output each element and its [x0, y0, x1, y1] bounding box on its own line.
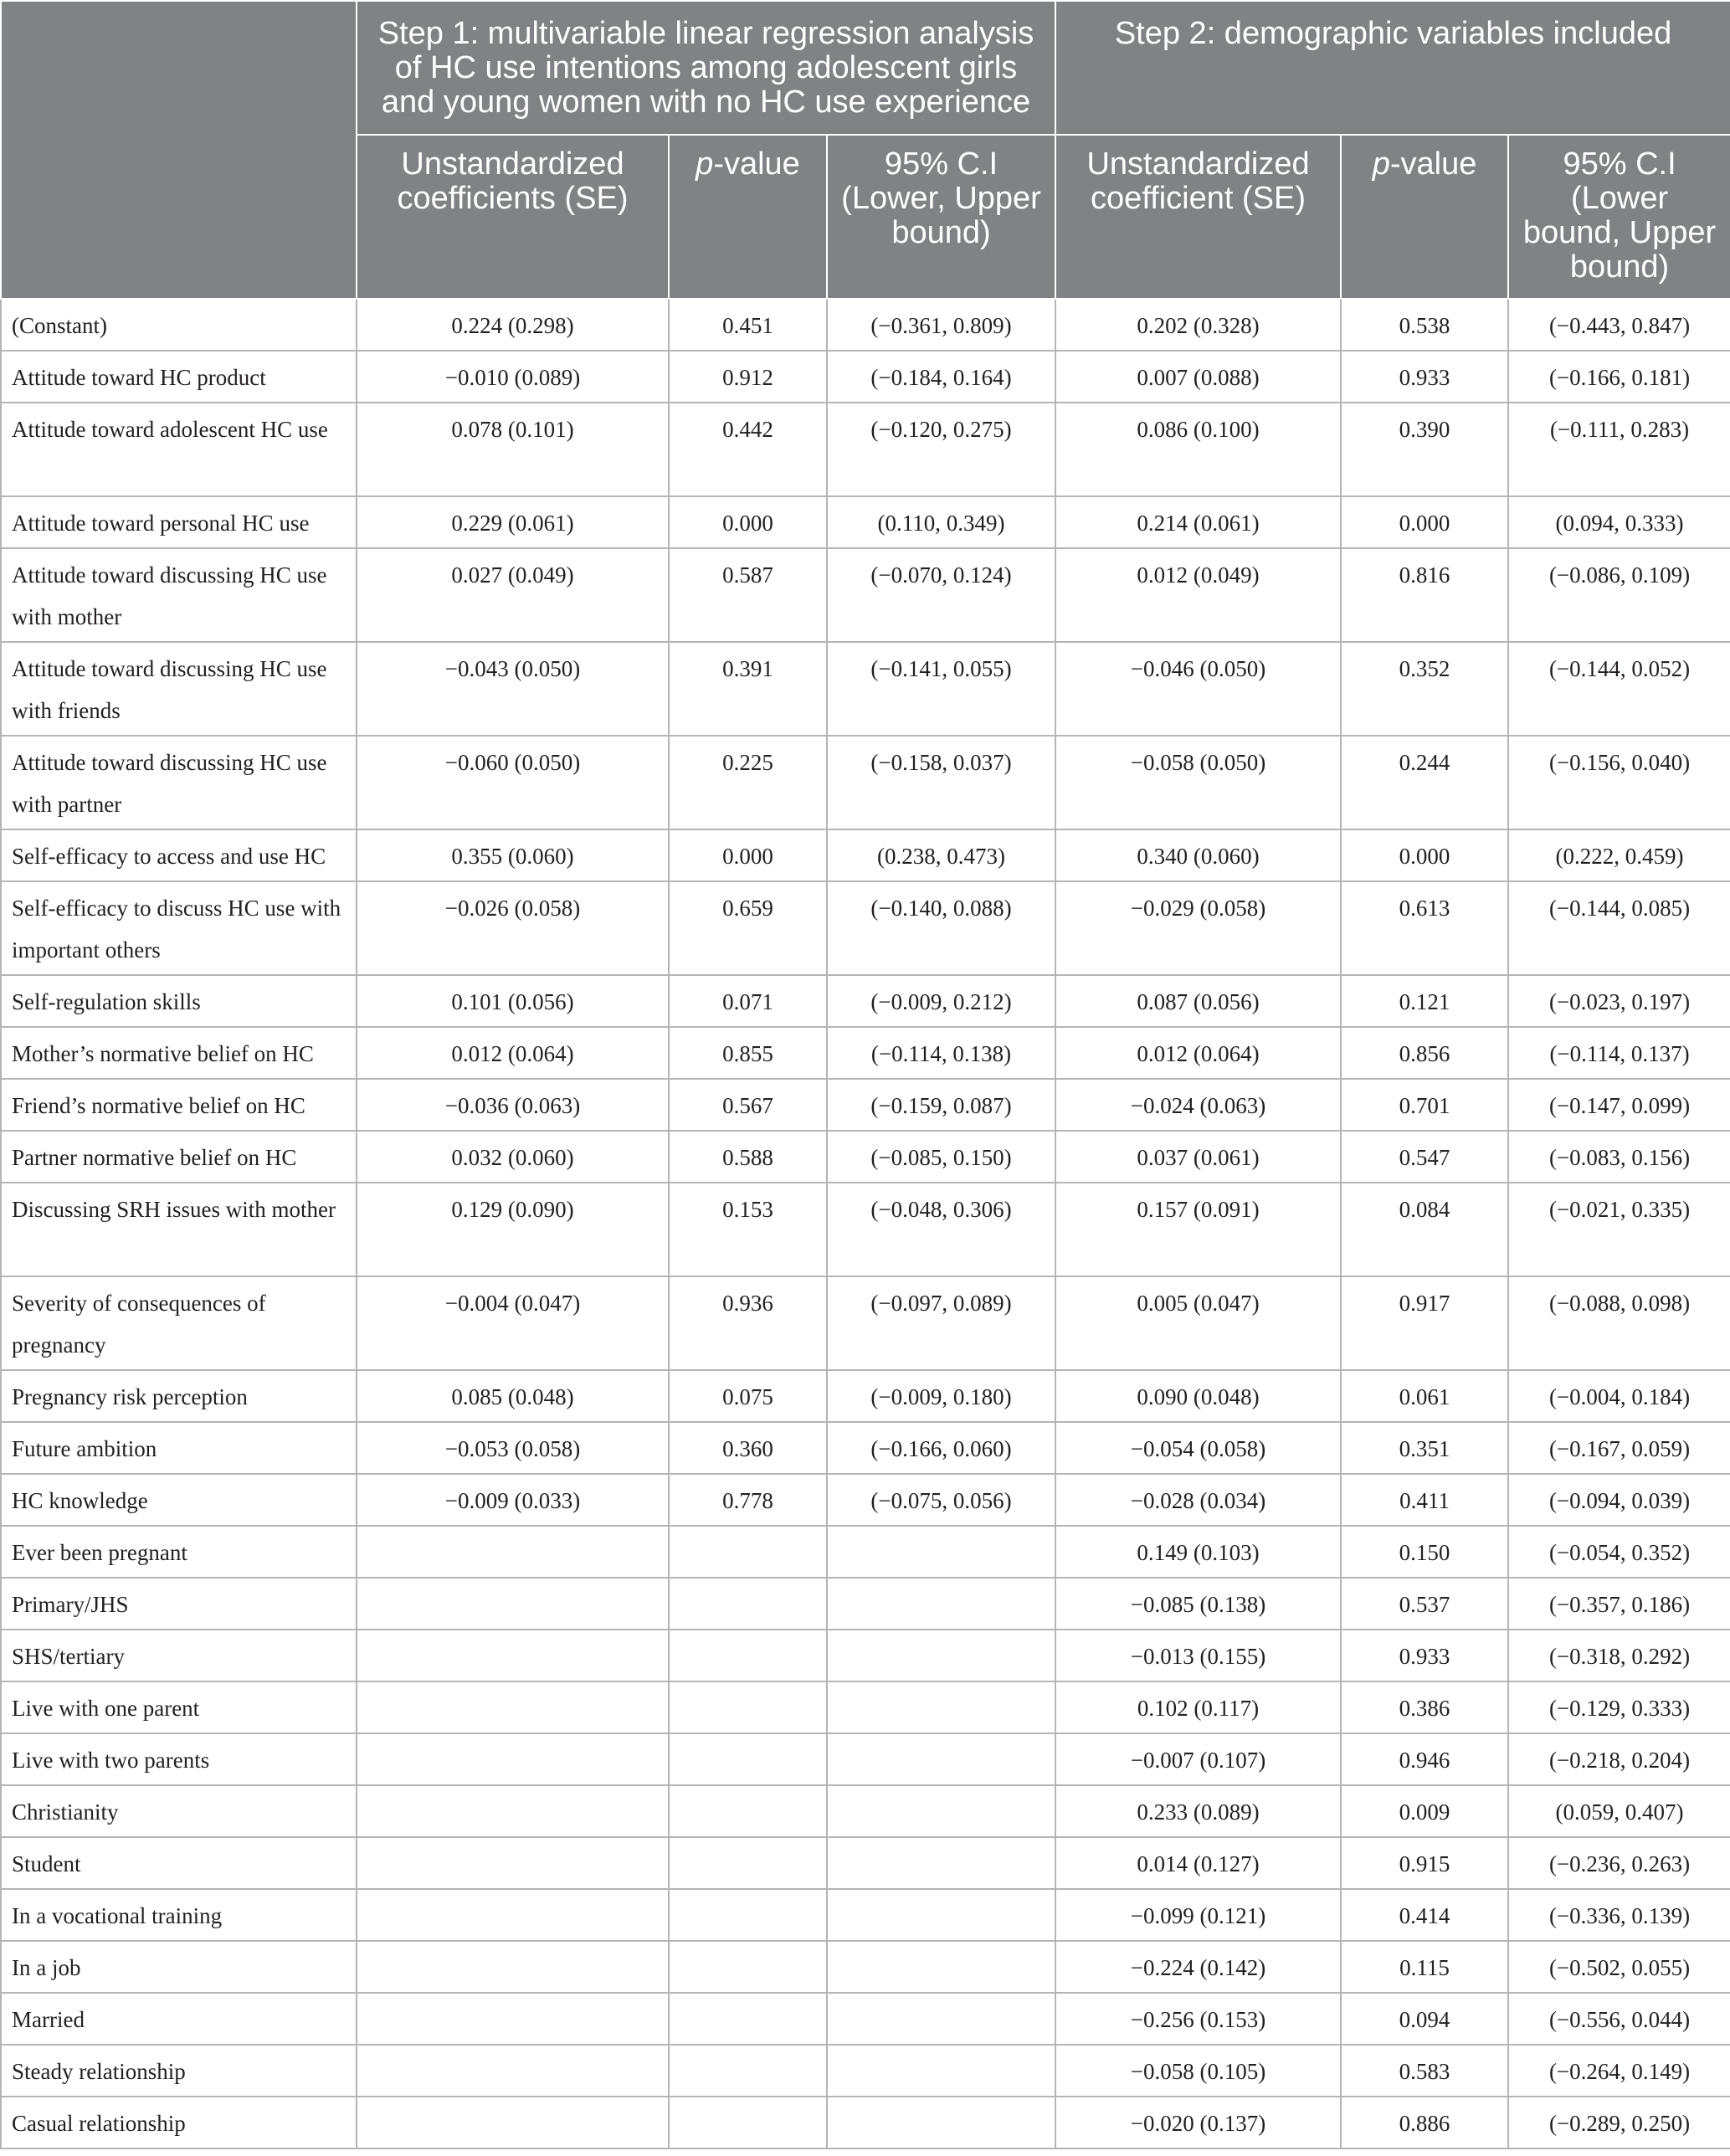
step2-ci-cell: (−0.054, 0.352)	[1508, 1526, 1730, 1578]
table-row	[1, 1837, 1730, 1889]
step2-coef-cell: −0.058 (0.050)	[1055, 736, 1341, 829]
step1-pvalue-cell	[669, 1681, 827, 1733]
table-row	[1, 975, 1730, 1027]
step1-ci-cell	[827, 1837, 1055, 1889]
step1-pvalue-cell: 0.391	[669, 642, 827, 736]
step2-coef-cell: −0.085 (0.138)	[1055, 1578, 1341, 1630]
step2-coef-cell: −0.024 (0.063)	[1055, 1079, 1341, 1131]
step1-pvalue-cell: 0.153	[669, 1183, 827, 1276]
step1-ci-cell	[827, 2097, 1055, 2148]
step1-coef-cell	[357, 1578, 669, 1630]
step1-pvalue-cell	[669, 1578, 827, 1630]
p-italic: p	[696, 146, 714, 182]
step1-ci-cell: (−0.141, 0.055)	[827, 642, 1055, 736]
step2-coef-cell: −0.046 (0.050)	[1055, 642, 1341, 736]
step1-ci-cell: (−0.159, 0.087)	[827, 1079, 1055, 1131]
step2-ci-cell: (−0.023, 0.197)	[1508, 975, 1730, 1027]
step2-pvalue-cell: 0.351	[1341, 1422, 1508, 1474]
step1-coef-cell: 0.229 (0.061)	[357, 496, 669, 548]
step1-coef-cell	[357, 1941, 669, 1993]
step1-pvalue-cell	[669, 1941, 827, 1993]
step1-ci-cell: (−0.166, 0.060)	[827, 1422, 1055, 1474]
table-row	[1, 548, 1730, 642]
step2-ci-cell: (−0.094, 0.039)	[1508, 1474, 1730, 1526]
step2-coef-cell: −0.058 (0.105)	[1055, 2045, 1341, 2097]
step1-ci-cell: (−0.048, 0.306)	[827, 1183, 1055, 1276]
row-label: Self-efficacy to discuss HC use with important others	[1, 881, 357, 975]
row-label: Attitude toward personal HC use	[1, 496, 357, 548]
table-row	[1, 351, 1730, 403]
step1-coef-cell: 0.355 (0.060)	[357, 829, 669, 881]
step2-coef-cell: 0.037 (0.061)	[1055, 1131, 1341, 1183]
step2-ci-cell: (−0.556, 0.044)	[1508, 1993, 1730, 2045]
step1-pvalue-cell: 0.360	[669, 1422, 827, 1474]
step1-ci-cell: (−0.184, 0.164)	[827, 351, 1055, 403]
row-label: Primary/JHS	[1, 1578, 357, 1630]
row-label: Severity of consequences of pregnancy	[1, 1276, 357, 1370]
step2-pvalue-header	[1341, 135, 1508, 299]
step1-pvalue-header	[669, 135, 827, 299]
step2-ci-cell: (−0.114, 0.137)	[1508, 1027, 1730, 1079]
pvalue-suffix: -value	[1389, 146, 1477, 182]
table-row	[1, 1370, 1730, 1422]
step2-pvalue-cell: 0.537	[1341, 1578, 1508, 1630]
table-row	[1, 1474, 1730, 1526]
table-row	[1, 1131, 1730, 1183]
step2-ci-cell: (0.222, 0.459)	[1508, 829, 1730, 881]
step2-coef-cell: 0.090 (0.048)	[1055, 1370, 1341, 1422]
step1-coef-cell	[357, 1837, 669, 1889]
step1-ci-cell	[827, 1578, 1055, 1630]
step2-pvalue-cell: 0.094	[1341, 1993, 1508, 2045]
step1-pvalue-cell	[669, 1889, 827, 1941]
step1-ci-cell	[827, 2045, 1055, 2097]
step2-ci-cell: (−0.167, 0.059)	[1508, 1422, 1730, 1474]
step2-ci-cell: (−0.004, 0.184)	[1508, 1370, 1730, 1422]
step2-ci-cell: (−0.318, 0.292)	[1508, 1630, 1730, 1681]
table-row	[1, 1941, 1730, 1993]
step2-ci-cell: (−0.129, 0.333)	[1508, 1681, 1730, 1733]
row-label: Self-regulation skills	[1, 975, 357, 1027]
step1-coef-cell	[357, 2045, 669, 2097]
table-row	[1, 2097, 1730, 2148]
step1-pvalue-cell	[669, 2097, 827, 2148]
table-row	[1, 736, 1730, 829]
step2-ci-cell: (0.094, 0.333)	[1508, 496, 1730, 548]
step2-pvalue-cell: 0.933	[1341, 1630, 1508, 1681]
step2-coef-cell: 0.012 (0.049)	[1055, 548, 1341, 642]
step1-coef-cell: 0.224 (0.298)	[357, 299, 669, 351]
step1-pvalue-cell	[669, 2045, 827, 2097]
step1-pvalue-cell	[669, 1526, 827, 1578]
step1-ci-cell	[827, 1785, 1055, 1837]
step1-coef-cell: −0.060 (0.050)	[357, 736, 669, 829]
table-row	[1, 1889, 1730, 1941]
step1-ci-cell	[827, 1526, 1055, 1578]
row-label: Live with two parents	[1, 1733, 357, 1785]
step2-pvalue-cell: 0.411	[1341, 1474, 1508, 1526]
table-row	[1, 881, 1730, 975]
step1-coef-cell: 0.032 (0.060)	[357, 1131, 669, 1183]
step2-pvalue-cell: 0.917	[1341, 1276, 1508, 1370]
pvalue-suffix: -value	[713, 146, 800, 182]
row-label: Casual relationship	[1, 2097, 357, 2148]
row-label: Attitude toward discussing HC use with friends	[1, 642, 357, 736]
step2-ci-cell: (−0.144, 0.085)	[1508, 881, 1730, 975]
step2-pvalue-cell: 0.414	[1341, 1889, 1508, 1941]
step2-pvalue-cell: 0.084	[1341, 1183, 1508, 1276]
step1-ci-cell: (−0.070, 0.124)	[827, 548, 1055, 642]
table-row	[1, 1526, 1730, 1578]
row-label: Married	[1, 1993, 357, 2045]
step2-ci-cell: (−0.156, 0.040)	[1508, 736, 1730, 829]
row-label: SHS/tertiary	[1, 1630, 357, 1681]
row-label: HC knowledge	[1, 1474, 357, 1526]
step1-coef-cell: 0.012 (0.064)	[357, 1027, 669, 1079]
step1-coef-cell: 0.129 (0.090)	[357, 1183, 669, 1276]
step2-coef-cell: −0.029 (0.058)	[1055, 881, 1341, 975]
step2-ci-cell: (−0.083, 0.156)	[1508, 1131, 1730, 1183]
step2-ci-cell: (−0.144, 0.052)	[1508, 642, 1730, 736]
step2-coef-cell: −0.256 (0.153)	[1055, 1993, 1341, 2045]
table-header	[1, 1, 1730, 299]
step1-ci-cell: (−0.158, 0.037)	[827, 736, 1055, 829]
step1-coef-cell: 0.085 (0.048)	[357, 1370, 669, 1422]
table-row	[1, 1422, 1730, 1474]
step1-ci-cell	[827, 1889, 1055, 1941]
step1-ci-header: 95% C.I (Lower, Upper bound)	[827, 135, 1055, 299]
step1-coef-cell: −0.004 (0.047)	[357, 1276, 669, 1370]
row-label: Attitude toward adolescent HC use	[1, 403, 357, 496]
step1-ci-cell	[827, 1733, 1055, 1785]
step1-ci-cell	[827, 1681, 1055, 1733]
step1-coef-cell: 0.027 (0.049)	[357, 548, 669, 642]
step2-ci-cell: (−0.443, 0.847)	[1508, 299, 1730, 351]
table-row	[1, 642, 1730, 736]
table-row	[1, 1993, 1730, 2045]
row-label: In a vocational training	[1, 1889, 357, 1941]
row-label: In a job	[1, 1941, 357, 1993]
step2-ci-cell: (0.059, 0.407)	[1508, 1785, 1730, 1837]
step2-pvalue-cell: 0.816	[1341, 548, 1508, 642]
step2-coef-cell: 0.102 (0.117)	[1055, 1681, 1341, 1733]
step1-ci-cell: (−0.361, 0.809)	[827, 299, 1055, 351]
table-row	[1, 1079, 1730, 1131]
step2-coef-cell: 0.086 (0.100)	[1055, 403, 1341, 496]
row-label: Attitude toward HC product	[1, 351, 357, 403]
step1-pvalue-cell	[669, 1785, 827, 1837]
step1-coef-cell: −0.010 (0.089)	[357, 351, 669, 403]
step2-pvalue-cell: 0.352	[1341, 642, 1508, 736]
step1-ci-cell: (−0.140, 0.088)	[827, 881, 1055, 975]
step2-ci-cell: (−0.147, 0.099)	[1508, 1079, 1730, 1131]
step2-pvalue-cell: 0.886	[1341, 2097, 1508, 2148]
step1-ci-cell	[827, 1941, 1055, 1993]
table-row	[1, 1681, 1730, 1733]
step1-coef-cell	[357, 1681, 669, 1733]
step2-ci-cell: (−0.086, 0.109)	[1508, 548, 1730, 642]
step2-pvalue-cell: 0.115	[1341, 1941, 1508, 1993]
step1-ci-cell: (−0.009, 0.212)	[827, 975, 1055, 1027]
step1-coef-cell: 0.078 (0.101)	[357, 403, 669, 496]
row-label: Pregnancy risk perception	[1, 1370, 357, 1422]
table-row	[1, 2045, 1730, 2097]
step1-pvalue-cell: 0.936	[669, 1276, 827, 1370]
step2-header: Step 2: demographic variables included	[1055, 1, 1730, 135]
table-row	[1, 1578, 1730, 1630]
table-row	[1, 829, 1730, 881]
step2-ci-cell: (−0.218, 0.204)	[1508, 1733, 1730, 1785]
step1-coef-cell	[357, 1733, 669, 1785]
row-label: Steady relationship	[1, 2045, 357, 2097]
row-label: Future ambition	[1, 1422, 357, 1474]
step1-ci-cell: (−0.120, 0.275)	[827, 403, 1055, 496]
table-body	[1, 299, 1730, 2148]
step1-pvalue-cell: 0.071	[669, 975, 827, 1027]
step2-ci-cell: (−0.021, 0.335)	[1508, 1183, 1730, 1276]
step2-pvalue-cell: 0.933	[1341, 351, 1508, 403]
step2-coef-cell: −0.224 (0.142)	[1055, 1941, 1341, 1993]
step2-coef-cell: 0.157 (0.091)	[1055, 1183, 1341, 1276]
step1-coef-cell	[357, 1889, 669, 1941]
table-row	[1, 1276, 1730, 1370]
step2-coef-cell: −0.013 (0.155)	[1055, 1630, 1341, 1681]
step1-ci-cell: (−0.009, 0.180)	[827, 1370, 1055, 1422]
step2-coef-cell: −0.099 (0.121)	[1055, 1889, 1341, 1941]
step2-coef-cell: 0.007 (0.088)	[1055, 351, 1341, 403]
step1-pvalue-cell: 0.451	[669, 299, 827, 351]
step1-pvalue-cell: 0.659	[669, 881, 827, 975]
step2-ci-cell: (−0.111, 0.283)	[1508, 403, 1730, 496]
row-label: Mother’s normative belief on HC	[1, 1027, 357, 1079]
table-row	[1, 403, 1730, 496]
table-row	[1, 1630, 1730, 1681]
step1-pvalue-cell	[669, 1630, 827, 1681]
step1-ci-cell: (−0.085, 0.150)	[827, 1131, 1055, 1183]
row-label: Christianity	[1, 1785, 357, 1837]
step1-coef-cell	[357, 1630, 669, 1681]
step2-coef-cell: 0.012 (0.064)	[1055, 1027, 1341, 1079]
step2-pvalue-cell: 0.000	[1341, 496, 1508, 548]
step1-coef-cell: 0.101 (0.056)	[357, 975, 669, 1027]
step2-pvalue-cell: 0.061	[1341, 1370, 1508, 1422]
step2-coef-cell: 0.005 (0.047)	[1055, 1276, 1341, 1370]
table-row	[1, 1785, 1730, 1837]
row-label: Self-efficacy to access and use HC	[1, 829, 357, 881]
step2-coef-cell: 0.233 (0.089)	[1055, 1785, 1341, 1837]
step1-ci-cell: (−0.114, 0.138)	[827, 1027, 1055, 1079]
table-row	[1, 1733, 1730, 1785]
row-label: Friend’s normative belief on HC	[1, 1079, 357, 1131]
row-label: (Constant)	[1, 299, 357, 351]
step2-ci-cell: (−0.264, 0.149)	[1508, 2045, 1730, 2097]
step2-coef-cell: −0.020 (0.137)	[1055, 2097, 1341, 2148]
step1-ci-cell: (0.238, 0.473)	[827, 829, 1055, 881]
step1-coef-cell	[357, 1993, 669, 2045]
p-italic: p	[1372, 146, 1390, 182]
step2-pvalue-cell: 0.386	[1341, 1681, 1508, 1733]
step2-ci-cell: (−0.088, 0.098)	[1508, 1276, 1730, 1370]
step1-ci-cell: (−0.097, 0.089)	[827, 1276, 1055, 1370]
step1-pvalue-cell	[669, 1993, 827, 2045]
step2-pvalue-cell: 0.121	[1341, 975, 1508, 1027]
header-corner-cell	[1, 1, 357, 299]
step2-coef-cell: 0.014 (0.127)	[1055, 1837, 1341, 1889]
step1-coef-cell: −0.026 (0.058)	[357, 881, 669, 975]
table-row	[1, 299, 1730, 351]
step2-pvalue-cell: 0.009	[1341, 1785, 1508, 1837]
step1-coef-cell: −0.043 (0.050)	[357, 642, 669, 736]
step1-pvalue-cell	[669, 1733, 827, 1785]
step2-ci-cell: (−0.166, 0.181)	[1508, 351, 1730, 403]
table-row	[1, 496, 1730, 548]
step1-pvalue-cell: 0.587	[669, 548, 827, 642]
step2-pvalue-cell: 0.613	[1341, 881, 1508, 975]
step2-coef-cell: −0.007 (0.107)	[1055, 1733, 1341, 1785]
step2-coef-cell: 0.087 (0.056)	[1055, 975, 1341, 1027]
step1-coef-cell: −0.009 (0.033)	[357, 1474, 669, 1526]
step1-pvalue-cell: 0.855	[669, 1027, 827, 1079]
step1-ci-cell	[827, 1630, 1055, 1681]
step2-pvalue-cell: 0.000	[1341, 829, 1508, 881]
row-label: Discussing SRH issues with mother	[1, 1183, 357, 1276]
step2-ci-header: 95% C.I (Lower bound, Upper bound)	[1508, 135, 1730, 299]
step2-coef-cell: 0.202 (0.328)	[1055, 299, 1341, 351]
step1-pvalue-cell: 0.000	[669, 496, 827, 548]
row-label: Student	[1, 1837, 357, 1889]
step2-pvalue-cell: 0.390	[1341, 403, 1508, 496]
step2-pvalue-cell: 0.150	[1341, 1526, 1508, 1578]
step1-pvalue-cell: 0.588	[669, 1131, 827, 1183]
step2-ci-cell: (−0.289, 0.250)	[1508, 2097, 1730, 2148]
table-row	[1, 1027, 1730, 1079]
step2-pvalue-cell: 0.547	[1341, 1131, 1508, 1183]
step2-pvalue-cell: 0.701	[1341, 1079, 1508, 1131]
step1-header: Step 1: multivariable linear regression analysis of HC use intentions among adolescent girls and young women with no HC use experience	[357, 1, 1055, 135]
row-label: Live with one parent	[1, 1681, 357, 1733]
step2-ci-cell: (−0.357, 0.186)	[1508, 1578, 1730, 1630]
step2-pvalue-cell: 0.244	[1341, 736, 1508, 829]
step1-pvalue-cell: 0.225	[669, 736, 827, 829]
step1-coef-cell: −0.053 (0.058)	[357, 1422, 669, 1474]
row-label: Attitude toward discussing HC use with partner	[1, 736, 357, 829]
step1-ci-cell	[827, 1993, 1055, 2045]
step2-coef-cell: −0.028 (0.034)	[1055, 1474, 1341, 1526]
step1-pvalue-cell: 0.567	[669, 1079, 827, 1131]
step1-coef-header: Unstandardized coefficients (SE)	[357, 135, 669, 299]
step1-pvalue-cell: 0.075	[669, 1370, 827, 1422]
step1-coef-cell	[357, 2097, 669, 2148]
step2-pvalue-cell: 0.915	[1341, 1837, 1508, 1889]
step2-coef-cell: 0.340 (0.060)	[1055, 829, 1341, 881]
step1-coef-cell	[357, 1785, 669, 1837]
step1-ci-cell: (−0.075, 0.056)	[827, 1474, 1055, 1526]
step2-pvalue-cell: 0.856	[1341, 1027, 1508, 1079]
step2-pvalue-cell: 0.583	[1341, 2045, 1508, 2097]
step1-pvalue-cell: 0.442	[669, 403, 827, 496]
step2-coef-cell: 0.214 (0.061)	[1055, 496, 1341, 548]
row-label: Attitude toward discussing HC use with mother	[1, 548, 357, 642]
step1-pvalue-cell: 0.000	[669, 829, 827, 881]
step1-pvalue-cell: 0.778	[669, 1474, 827, 1526]
row-label: Partner normative belief on HC	[1, 1131, 357, 1183]
step2-pvalue-cell: 0.946	[1341, 1733, 1508, 1785]
step1-pvalue-cell	[669, 1837, 827, 1889]
step1-coef-cell: −0.036 (0.063)	[357, 1079, 669, 1131]
step2-ci-cell: (−0.502, 0.055)	[1508, 1941, 1730, 1993]
step2-coef-cell: 0.149 (0.103)	[1055, 1526, 1341, 1578]
step2-coef-cell: −0.054 (0.058)	[1055, 1422, 1341, 1474]
step2-ci-cell: (−0.236, 0.263)	[1508, 1837, 1730, 1889]
step2-pvalue-cell: 0.538	[1341, 299, 1508, 351]
step2-ci-cell: (−0.336, 0.139)	[1508, 1889, 1730, 1941]
step2-coef-header: Unstandardized coefficient (SE)	[1055, 135, 1341, 299]
step1-ci-cell: (0.110, 0.349)	[827, 496, 1055, 548]
step1-pvalue-cell: 0.912	[669, 351, 827, 403]
table-row	[1, 1183, 1730, 1276]
row-label: Ever been pregnant	[1, 1526, 357, 1578]
step1-coef-cell	[357, 1526, 669, 1578]
